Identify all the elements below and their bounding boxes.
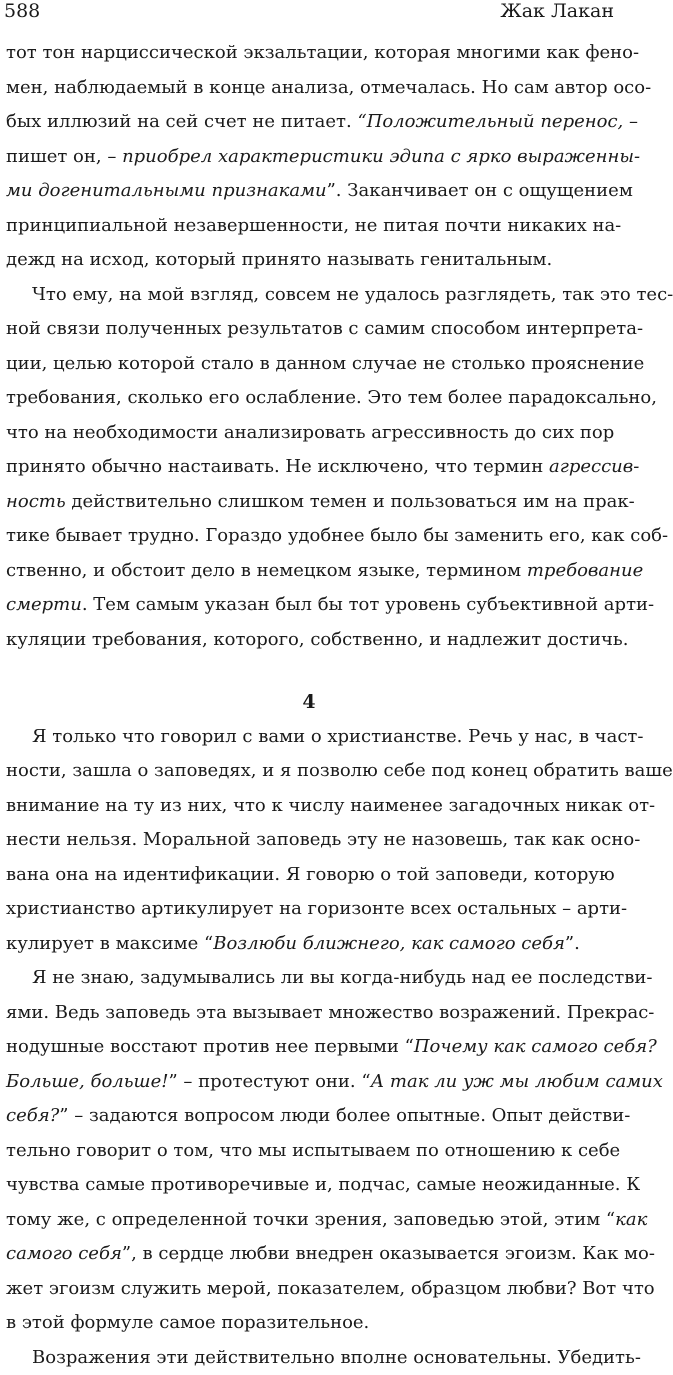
text-segment: ”. <box>565 933 580 954</box>
text-line <box>6 519 612 554</box>
text-segment: ции, целью которой стало в данном случае не столько прояснение <box>6 353 644 374</box>
text-segment: нести нельзя. Моральной заповедь эту не назовешь, так как осно- <box>6 829 640 850</box>
page-number: 588 <box>4 0 40 22</box>
text-line <box>6 416 612 451</box>
text-line <box>6 243 612 278</box>
text-segment: вана она на идентификации. Я говорю о той заповеди, которую <box>6 864 615 885</box>
italic-text: смерти <box>6 594 82 615</box>
text-segment: ” – задаются вопросом люди более опытные. Опыт действи- <box>59 1105 630 1126</box>
text-segment: ственно, и обстоит дело в немецком языке, термином <box>6 560 527 581</box>
text-line <box>6 1065 612 1100</box>
text-line <box>6 996 612 1031</box>
text-segment: в этой формуле самое поразительное. <box>6 1312 369 1333</box>
text-line <box>6 927 612 962</box>
text-line <box>6 1030 612 1065</box>
text-segment: действительно слишком темен и пользоваться им на прак- <box>66 491 635 512</box>
text-segment: ями. Ведь заповедь эта вызывает множество возражений. Прекрас- <box>6 1002 654 1023</box>
italic-text: самого себя <box>6 1243 122 1264</box>
text-line <box>6 623 612 658</box>
section-number: 4 <box>6 685 612 720</box>
text-segment: ности, зашла о заповедях, и я позволю себе под конец обратить ваше <box>6 760 673 781</box>
text-line <box>6 71 612 106</box>
text-segment: бых иллюзий на сей счет не питает. <box>6 111 357 132</box>
italic-text: себя? <box>6 1105 59 1126</box>
italic-text: ми догенитальными признаками <box>6 180 327 201</box>
text-segment: принято обычно настаивать. Не исключено, что термин <box>6 456 549 477</box>
italic-text: Возлюби ближнего, как самого себя <box>213 933 565 954</box>
text-line <box>6 1203 612 1238</box>
italic-text: Почему как самого себя? <box>414 1036 657 1057</box>
text-segment: христианство артикулирует на горизонте всех остальных – арти- <box>6 898 627 919</box>
text-segment: что на необходимости анализировать агрессивность до сих пор <box>6 422 614 443</box>
text-line <box>6 174 612 209</box>
text-line <box>6 588 612 623</box>
text-line <box>6 36 612 71</box>
text-line <box>6 1341 612 1375</box>
text-segment: Я не знаю, задумывались ли вы когда-нибудь над ее последстви- <box>32 967 652 988</box>
text-line <box>6 1237 612 1272</box>
text-segment: жет эгоизм служить мерой, показателем, образцом любви? Вот что <box>6 1278 655 1299</box>
text-line <box>6 347 612 382</box>
text-line <box>6 312 612 347</box>
page-body <box>6 36 612 1375</box>
text-segment: тике бывает трудно. Гораздо удобнее было бы заменить его, как соб- <box>6 525 668 546</box>
text-segment: Я только что говорил с вами о христианстве. Речь у нас, в част- <box>32 726 643 747</box>
text-line <box>6 823 612 858</box>
text-segment: дежд на исход, который принято называть генитальным. <box>6 249 552 270</box>
text-segment: тому же, с определенной точки зрения, заповедью этой, этим “ <box>6 1209 615 1230</box>
text-segment: . Тем самым указан был бы тот уровень субъективной арти- <box>82 594 654 615</box>
text-line <box>6 1099 612 1134</box>
text-segment: ”. Заканчивает он с ощущением <box>327 180 633 201</box>
text-segment: Возражения эти действительно вполне основательны. Убедить- <box>32 1347 641 1368</box>
italic-text: приобрел характеристики эдипа с ярко выраженны- <box>122 146 640 167</box>
text-segment: внимание на ту из них, что к числу наименее загадочных никак от- <box>6 795 655 816</box>
italic-text: А так ли уж мы любим самих <box>371 1071 663 1092</box>
text-segment: ” – протестуют они. “ <box>169 1071 371 1092</box>
text-line <box>6 209 612 244</box>
text-line <box>6 754 612 789</box>
text-line <box>6 720 612 755</box>
text-line <box>6 961 612 996</box>
text-line <box>6 892 612 927</box>
text-segment: нодушные восстают против нее первыми “ <box>6 1036 414 1057</box>
text-segment: ”, в сердце любви внедрен оказывается эгоизм. Как мо- <box>122 1243 655 1264</box>
text-segment: чувства самые противоречивые и, подчас, самые неожиданные. К <box>6 1174 640 1195</box>
text-segment: ной связи полученных результатов с самим способом интерпрета- <box>6 318 643 339</box>
running-title: Жак Лакан <box>500 0 614 22</box>
page-header <box>4 0 614 24</box>
italic-text: требование <box>527 560 643 581</box>
text-segment: кулирует в максиме “ <box>6 933 213 954</box>
text-line <box>6 1306 612 1341</box>
text-segment: Что ему, на мой взгляд, совсем не удалось разглядеть, так это тес- <box>32 284 673 305</box>
italic-text: как <box>615 1209 647 1230</box>
text-line <box>6 450 612 485</box>
text-line <box>6 1272 612 1307</box>
text-segment: куляции требования, которого, собственно, и надлежит достичь. <box>6 629 628 650</box>
text-line <box>6 789 612 824</box>
text-line <box>6 554 612 589</box>
text-line <box>6 858 612 893</box>
text-segment: – <box>623 111 638 132</box>
italic-text: “Положительный перенос, <box>357 111 623 132</box>
text-segment: тельно говорит о том, что мы испытываем по отношению к себе <box>6 1140 620 1161</box>
text-line <box>6 485 612 520</box>
text-line <box>6 1134 612 1169</box>
text-segment: пишет он, – <box>6 146 122 167</box>
text-line <box>6 381 612 416</box>
text-line <box>6 140 612 175</box>
text-line <box>6 1168 612 1203</box>
text-segment: принципиальной незавершенности, не питая почти никаких на- <box>6 215 621 236</box>
text-line <box>6 278 612 313</box>
italic-text: Больше, больше! <box>6 1071 169 1092</box>
text-segment: тот тон нарциссической экзальтации, которая многими как фено- <box>6 42 639 63</box>
text-line <box>6 105 612 140</box>
italic-text: агрессив- <box>549 456 639 477</box>
text-segment: мен, наблюдаемый в конце анализа, отмечалась. Но сам автор осо- <box>6 77 651 98</box>
text-segment: требования, сколько его ослабление. Это тем более парадоксально, <box>6 387 657 408</box>
italic-text: ность <box>6 491 66 512</box>
